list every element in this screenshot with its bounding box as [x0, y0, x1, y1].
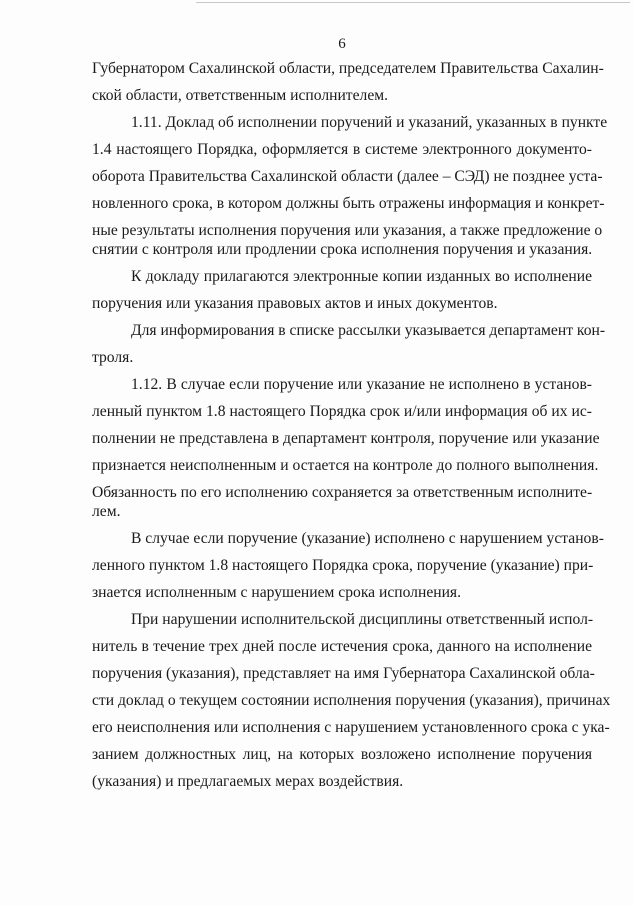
page-number: 6	[338, 36, 346, 52]
paragraph-first-line: При нарушении исполнительской дисциплины ответственный испол-	[131, 611, 594, 628]
text-line: ные результаты исполнения поручения или указания, а также предложение о	[92, 222, 603, 239]
text-line: полнении не представлена в департамент контроля, поручение или указание	[92, 430, 600, 447]
text-line: занием должностных лиц, на которых возложено исполнение поручения	[92, 746, 592, 763]
text-line: поручения или указания правовых актов и иных документов.	[92, 295, 498, 312]
text-line: (указания) и предлагаемых мерах воздействия.	[92, 773, 404, 790]
text-line: ленный пунктом 1.8 настоящего Порядка срок и/или информация об их ис-	[92, 403, 592, 420]
text-line: снятии с контроля или продлении срока исполнения поручения и указания.	[92, 241, 593, 258]
text-line: новленного срока, в котором должны быть отражены информация и конкрет-	[92, 195, 605, 212]
text-line: оборота Правительства Сахалинской области (далее – СЭД) не позднее уста-	[92, 168, 603, 185]
paragraph-first-line: Для информирования в списке рассылки указывается департамент кон-	[131, 322, 606, 339]
text-line: знается исполненным с нарушением срока исполнения.	[92, 584, 461, 601]
paragraph-first-line: 1.12. В случае если поручение или указание не исполнено в установ-	[131, 376, 592, 393]
text-line: Обязанность по его исполнению сохраняется за ответственным исполните-	[92, 484, 593, 501]
text-line: ской области, ответственным исполнителем.	[92, 87, 389, 104]
paragraph-first-line: В случае если поручение (указание) исполнено с нарушением установ-	[131, 530, 604, 547]
text-line: его неисполнения или исполнения с нарушением установленного срока с ука-	[92, 719, 610, 736]
scan-top-edge	[196, 2, 630, 3]
text-line: Губернатором Сахалинской области, председателем Правительства Сахалин-	[92, 60, 604, 77]
text-line: троля.	[92, 349, 134, 366]
paragraph-first-line: 1.11. Доклад об исполнении поручений и указаний, указанных в пункте	[131, 114, 608, 131]
text-line: лем.	[92, 503, 121, 520]
paragraph-first-line: К докладу прилагаются электронные копии изданных во исполнение	[131, 268, 592, 285]
text-line: признается неисполненным и остается на контроле до полного выполнения.	[92, 457, 599, 474]
text-line: поручения (указания), представляет на имя Губернатора Сахалинской обла-	[92, 665, 595, 682]
text-line: ленного пунктом 1.8 настоящего Порядка срока, поручение (указание) при-	[92, 557, 594, 574]
text-line: нитель в течение трех дней после истечения срока, данного на исполнение	[92, 638, 592, 655]
text-line: 1.4 настоящего Порядка, оформляется в системе электронного документо-	[92, 141, 592, 158]
text-line: сти доклад о текущем состоянии исполнения поручения (указания), причинах	[92, 692, 611, 709]
